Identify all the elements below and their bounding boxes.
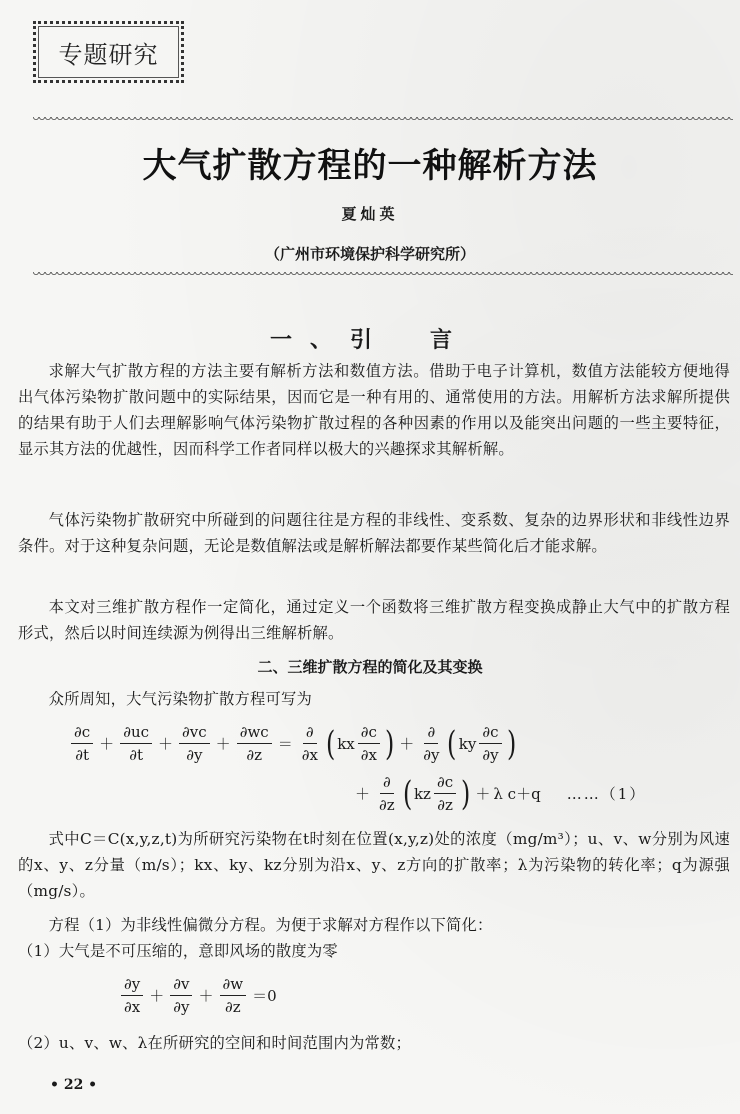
section-badge-label: 专题研究 xyxy=(58,40,159,69)
section-heading-simplification: 二、三维扩散方程的简化及其变换 xyxy=(257,658,483,676)
equation-divergence: $\frac{\partial y}{\partial x}$ ＋ $\frac{\partial v}{\partial y}$ ＋ $\frac{\partial w}{\partial z}$ ＝0 xyxy=(118,974,280,1017)
paragraph-intro-3: 本文对三维扩散方程作一定简化，通过定义一个函数将三维扩散方程变换成静止大气中的扩散方程形式，然后以时间连续源为例得出三维解析解。 xyxy=(18,598,730,642)
fraction: $\frac{\partial c}{\partial z}$ xyxy=(434,772,456,815)
fraction: $\frac{\partial vc}{\partial y}$ xyxy=(179,722,210,765)
equation-1-line-2: ＋ $\frac{\partial}{\partial z}$ ( kz $\frac{\partial c}{\partial z}$ ) ＋ λ c＋q ……（1） xyxy=(355,773,647,814)
divider-top xyxy=(33,117,733,123)
author-affiliation: （广州市环境保护科学研究所） xyxy=(264,245,475,263)
paragraph-assumption-1: （1）大气是不可压缩的，意即风场的散度为零 xyxy=(18,942,338,960)
paragraph-intro-1: 求解大气扩散方程的方法主要有解析方法和数值方法。借助于电子计算机，数值方法能较方便地得出气体污染物扩散问题中的实际结果，因而它是一种有用的、通常使用的方法。用解析方法求解所提供的结果有助于人们去理解影响气体污染物扩散过程的各种因素的作用以及能突出问题的一些主要特征，显示其方法的优越性，因而科学工作者同样以极大的兴趣探求其解析解。 xyxy=(18,362,730,458)
page-number: • 22 • xyxy=(50,1077,98,1093)
fraction: $\frac{\partial}{\partial x}$ xyxy=(301,723,318,764)
fraction: $\frac{\partial}{\partial y}$ xyxy=(423,723,440,764)
fraction: $\frac{\partial y}{\partial x}$ xyxy=(121,974,143,1017)
paragraph-assumption-2: （2）u、v、w、λ在所研究的空间和时间范围内为常数； xyxy=(18,1034,411,1052)
author-name: 夏灿英 xyxy=(341,205,399,223)
paragraph-intro-2: 气体污染物扩散研究中所碰到的问题往往是方程的非线性、变系数、复杂的边界形状和非线性边界条件。对于这种复杂问题，无论是数值解法或是解析解法都要作某些简化后才能求解。 xyxy=(18,511,730,555)
equation-number: ……（1） xyxy=(566,785,647,803)
divider-bottom xyxy=(33,272,733,278)
fraction: $\frac{\partial c}{\partial y}$ xyxy=(479,722,501,765)
fraction: $\frac{\partial c}{\partial x}$ xyxy=(358,722,380,765)
fraction: $\frac{\partial c}{\partial t}$ xyxy=(71,722,93,765)
paragraph-simplification-intro: 方程（1）为非线性偏微分方程。为便于求解对方程作以下简化： xyxy=(48,916,493,934)
fraction: $\frac{\partial wc}{\partial z}$ xyxy=(237,722,272,765)
fraction: $\frac{\partial w}{\partial z}$ xyxy=(220,974,247,1017)
fraction: $\frac{\partial v}{\partial y}$ xyxy=(170,974,192,1017)
section-badge xyxy=(33,21,184,83)
equation-1-line-1: $\frac{\partial c}{\partial t}$ ＋ $\frac{\partial uc}{\partial t}$ ＋ $\frac{\partial vc}{\partial y}$ ＋ $\frac{\partial wc}{\partial z}$ ＝ $\frac{\partial}{\partial x}$ ( kx $\frac{\partial c}{\partial x}$ ) ＋ $\frac{\partial}{\partial y}$ ( ky $\frac{\partial c}{\partial y}$ ) xyxy=(68,722,518,765)
fraction: $\frac{\partial uc}{\partial t}$ xyxy=(120,722,152,765)
paragraph-eq-intro: 众所周知，大气污染物扩散方程可写为 xyxy=(48,690,313,708)
paragraph-variable-definitions: 式中C＝C(x,y,z,t)为所研究污染物在t时刻在位置(x,y,z)处的浓度（mg/m³）；u、v、w分别为风速的x、y、z分量（m/s）；kx、ky、kz分别为沿x、y、z方向的扩散率；λ为污染物的转化率；q为源强（mg/s）。 xyxy=(18,830,730,900)
paper-title: 大气扩散方程的一种解析方法 xyxy=(142,146,598,186)
section-heading-intro: 一、引 言 xyxy=(269,328,470,353)
fraction: $\frac{\partial}{\partial z}$ xyxy=(379,773,395,814)
